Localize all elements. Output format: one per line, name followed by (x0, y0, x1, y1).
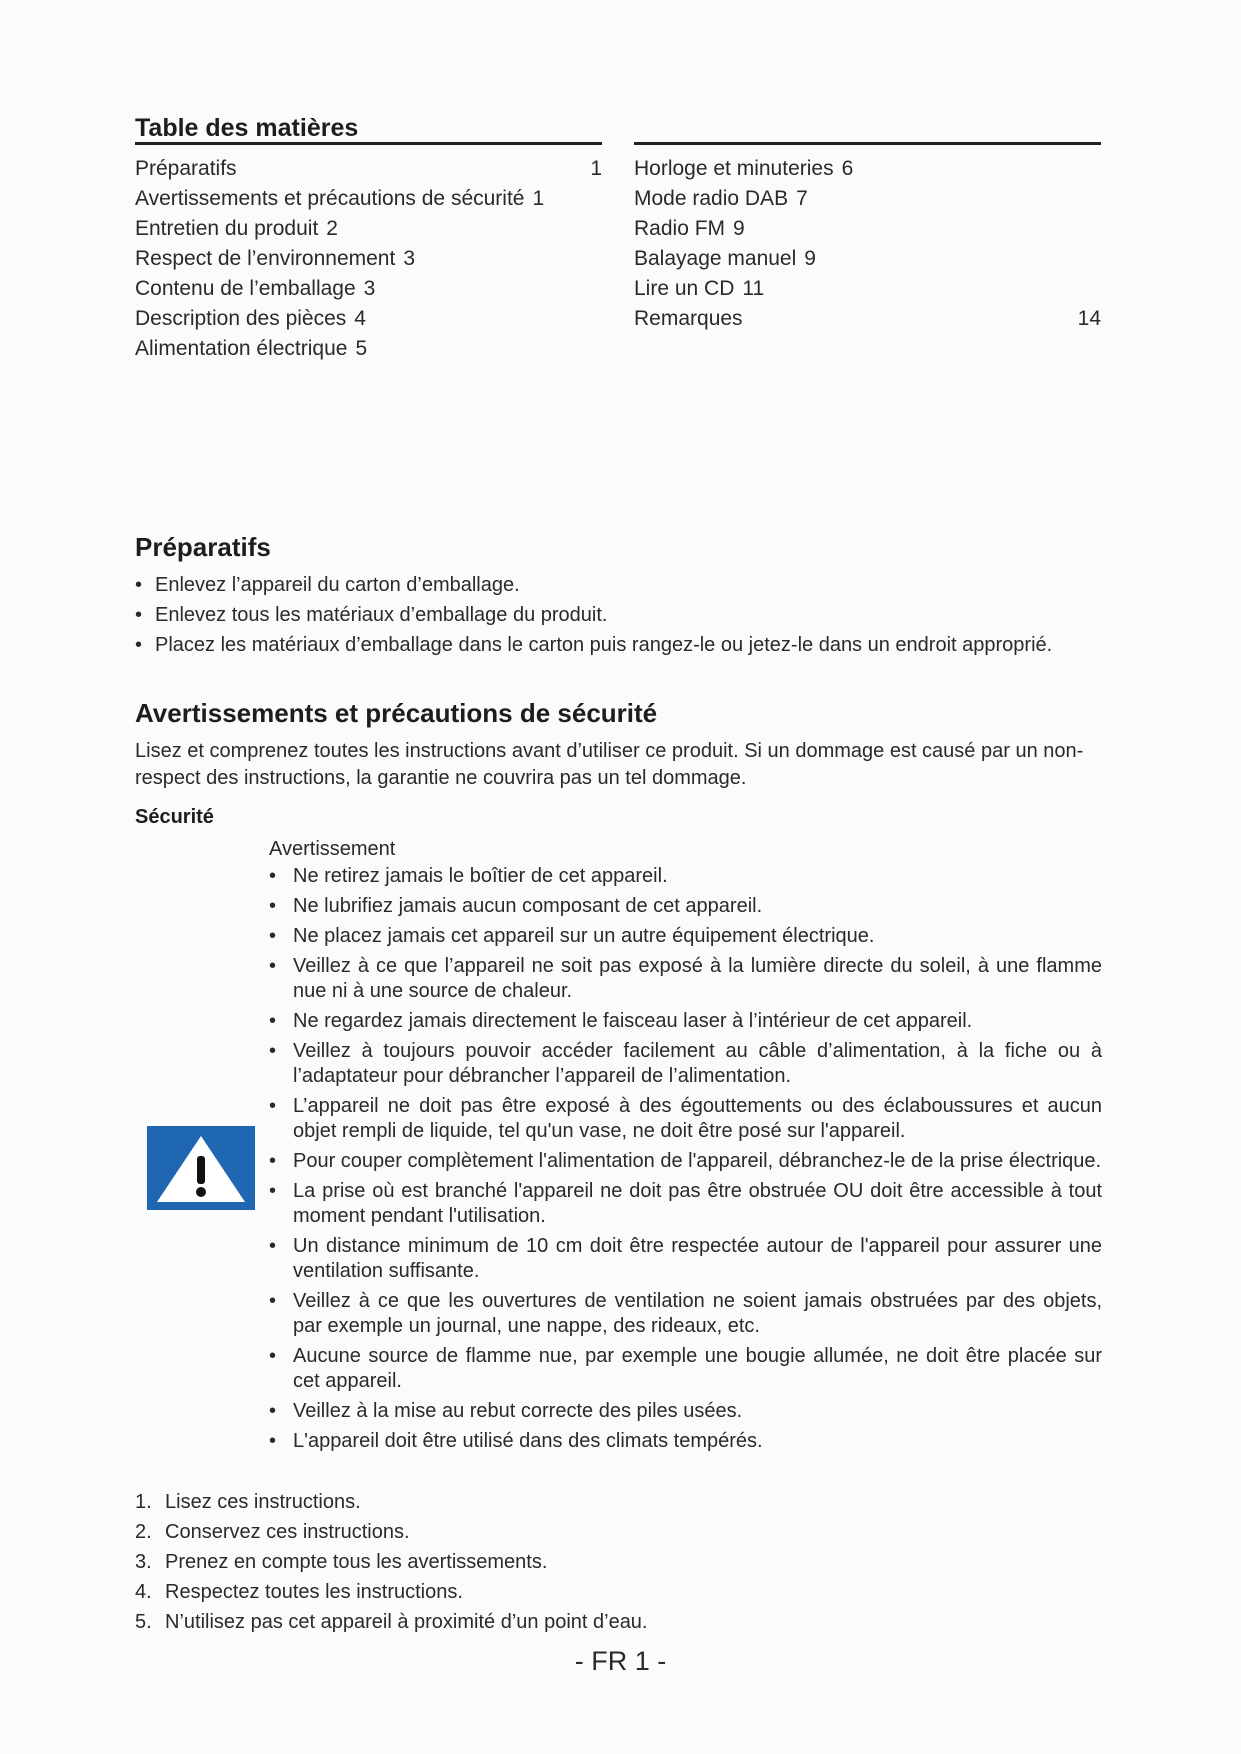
warning-text: Ne regardez jamais directement le faisceau laser à l’intérieur de cet appareil. (293, 1010, 973, 1032)
toc-left-column (135, 154, 602, 364)
toc-entry-label: Description des pièces (135, 307, 347, 330)
bullet-dot: • (269, 1345, 277, 1367)
toc-entry-label: Contenu de l’emballage (135, 277, 356, 300)
item-text: Prenez en compte tous les avertissements. (165, 1551, 548, 1573)
item-text: N’utilisez pas cet appareil à proximité d’un point d’eau. (165, 1611, 648, 1633)
list-item-text: Enlevez l’appareil du carton d’emballage. (155, 574, 520, 596)
list-item-text: Enlevez tous les matériaux d’emballage du produit. (155, 604, 608, 626)
warnings-list (269, 834, 1102, 1459)
toc-entry-page: 9 (733, 217, 745, 240)
item-number: 4. (135, 1581, 152, 1603)
bullet-dot: • (269, 1430, 277, 1452)
warning-text: Ne placez jamais cet appareil sur un autre équipement électrique. (293, 925, 875, 947)
list-item (135, 570, 1102, 600)
item-number: 3. (135, 1551, 152, 1573)
warning-text: Aucune source de flamme nue, par exemple une bougie allumée, ne doit être placée sur cet appareil. (293, 1345, 1102, 1392)
warning-text: Veillez à ce que l’appareil ne soit pas exposé à la lumière directe du soleil, à une flamme nue ni à une source de chaleur. (293, 955, 1102, 1002)
toc-entry (135, 334, 602, 364)
item-number: 1. (135, 1491, 152, 1513)
preparatifs-list (135, 570, 1102, 660)
warning-text: Pour couper complètement l'alimentation de l'appareil, débranchez-le de la prise électrique. (293, 1150, 1102, 1172)
toc-entry-page: 14 (1077, 307, 1101, 330)
bullet-dot: • (269, 1040, 277, 1062)
warning-item (269, 1399, 1102, 1424)
toc-right-column (634, 154, 1101, 334)
bullet-dot: • (135, 634, 143, 656)
warning-item (269, 864, 1102, 889)
toc-entry-label: Horloge et minuteries (634, 157, 834, 180)
numbered-item (135, 1487, 1102, 1517)
toc-entry-label: Avertissements et précautions de sécurité (135, 187, 525, 210)
instructions-numbered-list (135, 1487, 1102, 1637)
section-title-safety: Avertissements et précautions de sécurité (135, 698, 658, 728)
warning-text: Ne lubrifiez jamais aucun composant de cet appareil. (293, 895, 763, 917)
toc-entry-label: Remarques (634, 307, 743, 330)
warning-text: Veillez à la mise au rebut correcte des piles usées. (293, 1400, 743, 1422)
bullet-dot: • (269, 895, 277, 917)
section-title-preparatifs: Préparatifs (135, 532, 271, 562)
warning-item (269, 894, 1102, 919)
warning-text: L’appareil ne doit pas être exposé à des égouttements ou des éclaboussures et aucun objet rempli de liquide, tel qu'un vase, ne doit être posé sur l'appareil. (293, 1095, 1102, 1142)
toc-entry-label: Mode radio DAB (634, 187, 789, 210)
toc-entry (135, 214, 602, 244)
warning-item (269, 1344, 1102, 1394)
bullet-dot: • (269, 865, 277, 887)
warning-item (269, 924, 1102, 949)
safety-intro: Lisez et comprenez toutes les instructions avant d’utiliser ce produit. Si un dommage est causé par un non-respect des instructions, la garantie ne couvrira pas un tel dommage. (135, 740, 1084, 789)
toc-entry-page: 9 (804, 247, 816, 270)
numbered-item (135, 1577, 1102, 1607)
toc-entry-page: 3 (403, 247, 416, 270)
toc-entry-label: Lire un CD (634, 277, 735, 300)
toc-entry-page: 3 (363, 277, 376, 300)
bullet-dot: • (269, 1400, 277, 1422)
warning-text: Veillez à ce que les ouvertures de ventilation ne soient jamais obstruées par des objets, par exemple un journal, une nappe, des rideaux, etc. (293, 1290, 1102, 1337)
toc-entry-label: Préparatifs (135, 157, 237, 180)
toc-rule-left (135, 142, 602, 145)
toc-entry (634, 304, 1101, 334)
warning-triangle-icon (147, 1126, 255, 1210)
toc-entry-page: 1 (590, 157, 602, 180)
toc-entry-label: Radio FM (634, 217, 726, 240)
toc-entry (135, 184, 602, 214)
bullet-dot: • (269, 1150, 277, 1172)
toc-entry-page: 7 (796, 187, 808, 210)
toc-entry-page: 4 (354, 307, 366, 330)
toc-entry-label: Balayage manuel (634, 247, 797, 270)
toc-entry-label: Entretien du produit (135, 217, 319, 240)
bullet-dot: • (269, 1095, 277, 1117)
toc-entry (135, 304, 602, 334)
bullet-dot: • (269, 955, 277, 977)
item-text: Lisez ces instructions. (165, 1491, 361, 1513)
toc-entry (634, 154, 1101, 184)
toc-entry (135, 154, 602, 184)
toc-title: Table des matières (135, 114, 359, 142)
bullet-dot: • (269, 1290, 277, 1312)
numbered-item (135, 1547, 1102, 1577)
toc-entry (135, 244, 602, 274)
warning-item (269, 1289, 1102, 1339)
toc-entry-page: 6 (841, 157, 854, 180)
toc-entry-label: Alimentation électrique (135, 337, 348, 360)
toc-entry-page: 5 (355, 337, 368, 360)
toc-rule-right (634, 142, 1101, 145)
toc-entry (634, 214, 1101, 244)
item-number: 2. (135, 1521, 152, 1543)
warning-item (269, 1039, 1102, 1089)
toc-entry (634, 244, 1101, 274)
warning-item (269, 1149, 1102, 1174)
list-item-text: Placez les matériaux d’emballage dans le carton puis rangez-le ou jetez-le dans un endroit approprié. (155, 634, 1053, 656)
item-text: Conservez ces instructions. (165, 1521, 410, 1543)
list-item (135, 630, 1102, 660)
warning-text: Veillez à toujours pouvoir accéder facilement au câble d’alimentation, à la fiche ou à l’adaptateur pour débrancher l’appareil de l’alimentation. (293, 1040, 1102, 1087)
list-item (135, 600, 1102, 630)
toc-entry-page: 11 (742, 277, 765, 300)
warning-item (269, 1094, 1102, 1144)
toc-entry-page: 1 (532, 187, 545, 210)
warning-item (269, 1429, 1102, 1454)
item-text: Respectez toutes les instructions. (165, 1581, 463, 1603)
toc-entry-page: 2 (326, 217, 338, 240)
bullet-dot: • (135, 604, 143, 626)
toc-entry (634, 184, 1101, 214)
warning-item (269, 954, 1102, 1004)
warning-item (269, 1234, 1102, 1284)
toc-entry (634, 274, 1101, 304)
toc-entry (135, 274, 602, 304)
warning-text: La prise où est branché l'appareil ne doit pas être obstruée OU doit être accessible à tout moment pendant l'utilisation. (293, 1180, 1102, 1227)
item-number: 5. (135, 1611, 152, 1633)
numbered-item (135, 1517, 1102, 1547)
bullet-dot: • (269, 1235, 277, 1257)
page-number: - FR 1 - (574, 1646, 667, 1676)
numbered-item (135, 1607, 1102, 1637)
warning-text: Un distance minimum de 10 cm doit être respectée autour de l'appareil pour assurer une ventilation suffisante. (293, 1235, 1102, 1282)
toc-entry-label: Respect de l’environnement (135, 247, 396, 270)
bullet-dot: • (269, 1010, 277, 1032)
warning-item (269, 1009, 1102, 1034)
warning-heading: Avertissement (269, 838, 396, 860)
warning-text: Ne retirez jamais le boîtier de cet appareil. (293, 865, 668, 887)
warning-item (269, 1179, 1102, 1229)
bullet-dot: • (269, 925, 277, 947)
bullet-dot: • (135, 574, 143, 596)
warning-text: L'appareil doit être utilisé dans des climats tempérés. (293, 1430, 763, 1452)
safety-subtitle: Sécurité (135, 806, 214, 828)
bullet-dot: • (269, 1180, 277, 1202)
